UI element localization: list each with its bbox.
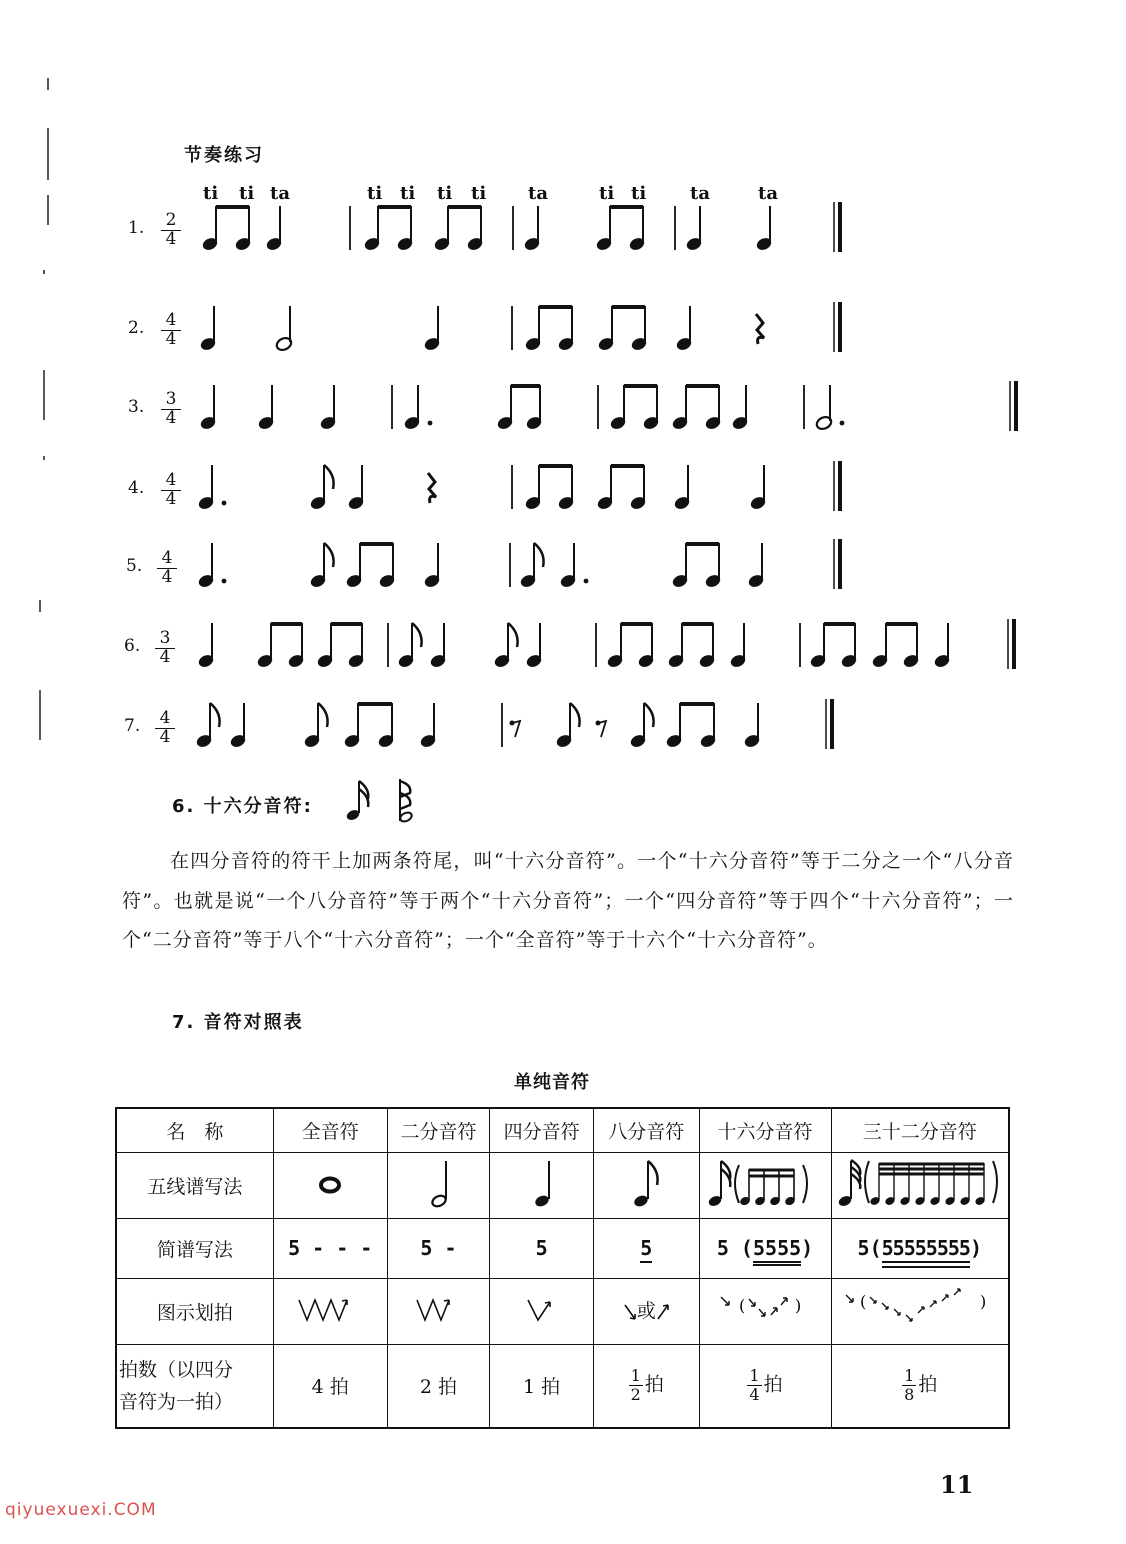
jianpu-sixteenth-group: 5555 [753, 1236, 801, 1266]
eighth-flag [324, 465, 334, 489]
header-cell: 三十二分音符 [831, 1108, 1009, 1152]
conducting-cell [593, 1278, 699, 1344]
rhythm-practice-title: 节奏练习 [184, 145, 264, 166]
syllable: ti [631, 183, 647, 204]
eighth-flag [210, 703, 220, 727]
conducting-arrow [894, 1309, 900, 1315]
note-comparison-table [115, 1107, 1010, 1429]
conducting-half-icon [413, 1292, 463, 1326]
syllable: ta [690, 183, 710, 204]
svg-text:(: ( [739, 1295, 746, 1315]
conducting-arrow [870, 1297, 876, 1303]
sixteenth-note-cell [699, 1152, 831, 1218]
eighth-flag [534, 543, 544, 567]
jianpu-cell [387, 1218, 490, 1278]
eighth-flag [508, 623, 518, 647]
conducting-32nd-icon [840, 1287, 1000, 1331]
conducting-cell [699, 1278, 831, 1344]
thirty-second-note-cell [831, 1152, 1009, 1218]
time-signature: 2 4 [161, 212, 181, 248]
half-note-icon [418, 1155, 458, 1211]
eighth-rest [598, 721, 606, 737]
beats-cell: 1 拍 [490, 1344, 594, 1428]
conducting-whole-icon [295, 1292, 365, 1326]
conducting-arrow [930, 1301, 936, 1307]
header-cell: 全音符 [273, 1108, 387, 1152]
dot [222, 501, 227, 506]
jianpu-cell [490, 1218, 594, 1278]
dot [840, 421, 845, 426]
header-cell: 八分音符 [593, 1108, 699, 1152]
conducting-arrow [942, 1295, 948, 1301]
or-text: 或 [636, 1299, 656, 1322]
jianpu-sixteenth-main: 5 [716, 1236, 729, 1260]
row-label: 图示划拍 [116, 1278, 273, 1344]
beats-cell: $\frac{1}{4}$ 拍 [699, 1344, 831, 1428]
jianpu-32nd-group: 55555555 [882, 1236, 970, 1268]
jianpu-whole: 5 - - - [288, 1236, 373, 1260]
eighth-note-cell [593, 1152, 699, 1218]
header-cell: 名 称 [116, 1108, 273, 1152]
eighth-flag [644, 703, 654, 727]
row-label: 简谱写法 [116, 1218, 273, 1278]
header-cell: 十六分音符 [699, 1108, 831, 1152]
eighth-flag [412, 623, 422, 647]
syllable: ta [528, 183, 548, 204]
dot [428, 421, 433, 426]
staff-notation-row [116, 1152, 1009, 1218]
beats-cell: 2 拍 [387, 1344, 490, 1428]
syllable: ta [270, 183, 290, 204]
syllable: ti [203, 183, 219, 204]
whole-note-icon [310, 1163, 350, 1203]
conducting-sixteenth-icon [715, 1289, 815, 1329]
time-signature: 3 4 [161, 391, 181, 427]
time-signature: 4 4 [161, 312, 181, 348]
table-header-row [116, 1108, 1009, 1152]
page-number: 11 [940, 1470, 974, 1499]
conducting-arrow [882, 1303, 888, 1309]
syllable: ti [400, 183, 416, 204]
time-signature: 4 4 [157, 550, 177, 586]
quarter-note-icon [522, 1155, 562, 1211]
eighth-flag [324, 543, 334, 567]
beats-cell: $\frac{1}{2}$ 拍 [593, 1344, 699, 1428]
syllable: ti [437, 183, 453, 204]
conducting-cell [273, 1278, 387, 1344]
exercise-label: 3. [128, 397, 145, 417]
quarter-note-cell [490, 1152, 594, 1218]
thirty-second-note-staff-icon [835, 1155, 1005, 1211]
eighth-flag [318, 703, 328, 727]
eighth-note-icon [626, 1155, 666, 1211]
exercise-label: 7. [124, 716, 141, 736]
conducting-row [116, 1278, 1009, 1344]
conducting-cell [490, 1278, 594, 1344]
watermark: qiyuexuexi.COM [5, 1500, 157, 1520]
sixteenth-note-icon [340, 775, 420, 825]
jianpu-cell [273, 1218, 387, 1278]
conducting-cell [831, 1278, 1009, 1344]
conducting-arrow [954, 1289, 960, 1295]
jianpu-cell: 5(55555555) [831, 1218, 1009, 1278]
syllable: ta [758, 183, 778, 204]
eighth-rest [512, 721, 520, 737]
note-table-heading: 7. 音符对照表 [172, 1012, 304, 1033]
exercise-label: 2. [128, 318, 145, 338]
quarter-rest [428, 473, 436, 503]
exercise-label: 1. [128, 218, 145, 238]
header-cell: 四分音符 [490, 1108, 594, 1152]
time-signature: 3 4 [155, 630, 175, 666]
row-label: 五线谱写法 [116, 1152, 273, 1218]
time-signature: 4 4 [155, 710, 175, 746]
quarter-rest [756, 314, 764, 344]
exercise-label: 6. [124, 636, 141, 656]
down-arrow-icon [623, 1297, 637, 1327]
jianpu-row [116, 1218, 1009, 1278]
conducting-quarter-icon [522, 1292, 562, 1326]
svg-text:): ) [979, 1291, 986, 1311]
beats-cell: 4 拍 [273, 1344, 387, 1428]
dot [584, 579, 589, 584]
sixteenth-note-heading: 6. 十六分音符: [172, 796, 313, 817]
exercise-label: 5. [126, 556, 143, 576]
time-signature: 4 4 [161, 472, 181, 508]
row-label: 拍数（以四分 音符为一拍） [116, 1344, 273, 1428]
jianpu-half: 5 - [420, 1236, 457, 1260]
syllable: ti [471, 183, 487, 204]
conducting-arrow [906, 1315, 912, 1321]
jianpu-quarter: 5 [535, 1236, 548, 1260]
whole-note-cell [273, 1152, 387, 1218]
sixteenth-note-paragraph: 在四分音符的符干上加两条符尾，叫“十六分音符”。一个“十六分音符”等于二分之一个“八分音符”。也就是说“一个八分音符”等于两个“十六分音符”；一个“四分音符”等于四个“十六分音符”；一个“二分音符”等于八个“十六分音符”；一个“全音符”等于十六个“十六分音符”。 [122, 850, 1014, 951]
beats-row [116, 1344, 1009, 1428]
eighth-flag [570, 703, 580, 727]
table-title: 单纯音符 [514, 1072, 590, 1093]
svg-text:): ) [795, 1295, 802, 1315]
jianpu-cell: 5 (5555) [699, 1218, 831, 1278]
conducting-arrow [918, 1307, 924, 1313]
jianpu-eighth: 5 [640, 1236, 652, 1263]
syllable: ti [599, 183, 615, 204]
exercise-label: 4. [128, 478, 145, 498]
half-note-cell [387, 1152, 490, 1218]
jianpu-32nd-main: 5 [857, 1236, 870, 1260]
syllable: ti [367, 183, 383, 204]
syllable: ti [239, 183, 255, 204]
header-cell: 二分音符 [387, 1108, 490, 1152]
sixteenth-note-staff-icon [705, 1155, 825, 1211]
dot [222, 579, 227, 584]
svg-text:(: ( [859, 1291, 866, 1311]
jianpu-cell [593, 1218, 699, 1278]
up-arrow-icon [656, 1297, 670, 1327]
conducting-cell [387, 1278, 490, 1344]
beats-cell: $\frac{1}{8}$ 拍 [831, 1344, 1009, 1428]
